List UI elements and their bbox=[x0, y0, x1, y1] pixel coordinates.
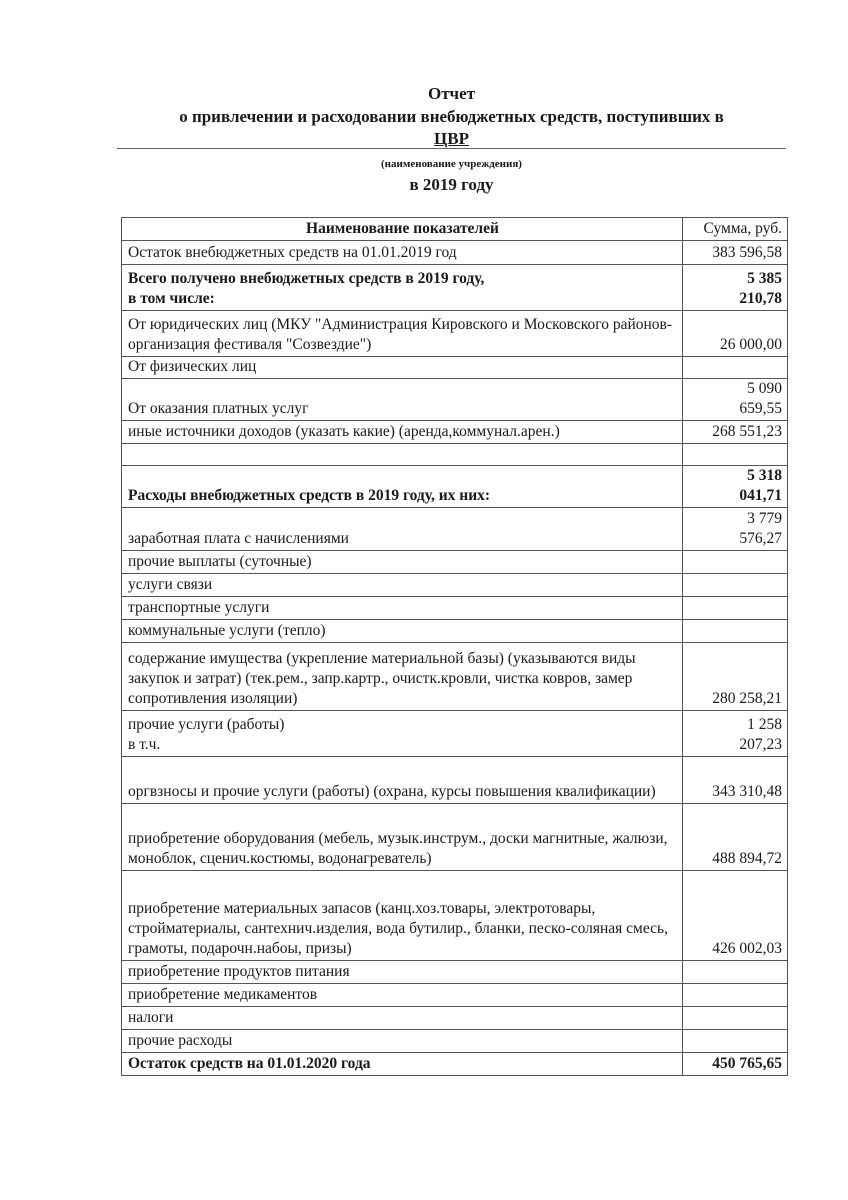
row-amount bbox=[683, 597, 788, 620]
row-label: иные источники доходов (указать какие) (аренда,коммунал.арен.) bbox=[122, 421, 683, 444]
row-amount bbox=[683, 1030, 788, 1053]
table-row bbox=[122, 1030, 788, 1053]
table-row bbox=[122, 1053, 788, 1076]
row-amount bbox=[683, 984, 788, 1007]
organization-underline bbox=[117, 148, 786, 149]
table-row bbox=[122, 711, 788, 757]
row-amount bbox=[683, 620, 788, 643]
row-label: От оказания платных услуг bbox=[122, 379, 683, 421]
table-row bbox=[122, 871, 788, 961]
row-label: прочие выплаты (суточные) bbox=[122, 551, 683, 574]
row-amount: 3 779 576,27 bbox=[683, 508, 788, 551]
table-row bbox=[122, 757, 788, 804]
table-row bbox=[122, 597, 788, 620]
organization-caption: (наименование учреждения) bbox=[381, 158, 522, 170]
row-label: транспортные услуги bbox=[122, 597, 683, 620]
row-amount bbox=[683, 357, 788, 379]
report-subtitle: о привлечении и расходовании внебюджетных средств, поступивших в bbox=[179, 107, 724, 126]
table-row bbox=[122, 241, 788, 265]
report-table bbox=[121, 217, 788, 1076]
row-amount bbox=[683, 961, 788, 984]
report-period: в 2019 году bbox=[409, 175, 494, 194]
table-row bbox=[122, 357, 788, 379]
row-label: Остаток внебюджетных средств на 01.01.2019 год bbox=[122, 241, 683, 265]
table-row bbox=[122, 804, 788, 871]
row-label: От физических лиц bbox=[122, 357, 683, 379]
table-row bbox=[122, 551, 788, 574]
row-amount: 450 765,65 bbox=[683, 1053, 788, 1076]
row-label: заработная плата с начислениями bbox=[122, 508, 683, 551]
row-amount: 5 385 210,78 bbox=[683, 265, 788, 311]
column-header-amount: Сумма, руб. bbox=[683, 218, 788, 241]
row-amount: 383 596,58 bbox=[683, 241, 788, 265]
table-body bbox=[122, 241, 788, 1076]
row-amount: 426 002,03 bbox=[683, 871, 788, 961]
row-label: содержание имущества (укрепление материальной базы) (указываются виды закупок и затрат) (тек.рем., запр.картр., очистк.кровли, чистка ковров, замер сопротивления изоляции) bbox=[122, 643, 683, 711]
table-row bbox=[122, 961, 788, 984]
table-row bbox=[122, 265, 788, 311]
organization-name bbox=[117, 129, 786, 149]
table-row bbox=[122, 643, 788, 711]
table-row bbox=[122, 508, 788, 551]
row-label: прочие расходы bbox=[122, 1030, 683, 1053]
report-title: Отчет bbox=[427, 84, 476, 103]
organization-name-text: ЦВР bbox=[434, 129, 469, 148]
row-label bbox=[122, 444, 683, 466]
table-row bbox=[122, 984, 788, 1007]
row-label: приобретение продуктов питания bbox=[122, 961, 683, 984]
column-header-indicator: Наименование показателей bbox=[122, 218, 683, 241]
row-amount bbox=[683, 444, 788, 466]
row-amount: 280 258,21 bbox=[683, 643, 788, 711]
row-amount bbox=[683, 551, 788, 574]
table-row bbox=[122, 574, 788, 597]
row-amount: 5 090 659,55 bbox=[683, 379, 788, 421]
row-label: Расходы внебюджетных средств в 2019 году, их них: bbox=[122, 466, 683, 508]
row-label: Остаток средств на 01.01.2020 года bbox=[122, 1053, 683, 1076]
row-label: Всего получено внебюджетных средств в 2019 году, в том числе: bbox=[122, 265, 683, 311]
table-row bbox=[122, 466, 788, 508]
row-label: приобретение оборудования (мебель, музык.инструм., доски магнитные, жалюзи, моноблок, сценич.костюмы, водонагреватель) bbox=[122, 804, 683, 871]
table-row bbox=[122, 311, 788, 357]
table-row bbox=[122, 421, 788, 444]
row-label: От юридических лиц (МКУ "Администрация Кировского и Московского районов-организация фестиваля "Созвездие") bbox=[122, 311, 683, 357]
row-amount: 343 310,48 bbox=[683, 757, 788, 804]
row-label: коммунальные услуги (тепло) bbox=[122, 620, 683, 643]
row-amount bbox=[683, 574, 788, 597]
row-label: прочие услуги (работы) в т.ч. bbox=[122, 711, 683, 757]
table-row bbox=[122, 620, 788, 643]
row-amount: 268 551,23 bbox=[683, 421, 788, 444]
table-header-row bbox=[122, 218, 788, 241]
row-amount: 5 318 041,71 bbox=[683, 466, 788, 508]
row-amount bbox=[683, 1007, 788, 1030]
row-label: оргвзносы и прочие услуги (работы) (охрана, курсы повышения квалификации) bbox=[122, 757, 683, 804]
table-row bbox=[122, 1007, 788, 1030]
table-row bbox=[122, 379, 788, 421]
row-label: налоги bbox=[122, 1007, 683, 1030]
row-label: услуги связи bbox=[122, 574, 683, 597]
table-row bbox=[122, 444, 788, 466]
row-label: приобретение медикаментов bbox=[122, 984, 683, 1007]
row-amount: 26 000,00 bbox=[683, 311, 788, 357]
row-label: приобретение материальных запасов (канц.хоз.товары, электротовары, стройматериалы, сантехнич.изделия, вода бутилир., бланки, песко-соляная смесь, грамоты, подарочн.набоы, призы) bbox=[122, 871, 683, 961]
row-amount: 488 894,72 bbox=[683, 804, 788, 871]
row-amount: 1 258 207,23 bbox=[683, 711, 788, 757]
